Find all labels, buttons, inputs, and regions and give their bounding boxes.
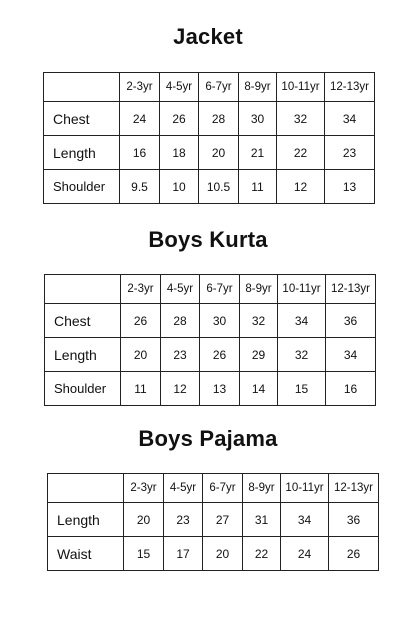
size-header: 6-7yr xyxy=(200,275,240,304)
table-cell: 13 xyxy=(200,372,240,406)
row-label: Length xyxy=(44,136,120,170)
table-cell: 20 xyxy=(124,503,164,537)
size-header: 10-11yr xyxy=(278,275,326,304)
table-cell: 11 xyxy=(121,372,161,406)
table-cell: 31 xyxy=(243,503,281,537)
table-cell: 12 xyxy=(277,170,325,204)
size-header: 12-13yr xyxy=(325,73,375,102)
table-cell: 17 xyxy=(164,537,203,571)
size-header: 10-11yr xyxy=(277,73,325,102)
row-label: Shoulder xyxy=(44,170,120,204)
size-header: 8-9yr xyxy=(239,73,277,102)
size-header: 2-3yr xyxy=(121,275,161,304)
table-cell: 27 xyxy=(203,503,243,537)
size-header: 2-3yr xyxy=(120,73,160,102)
table-cell: 36 xyxy=(326,304,376,338)
table-cell: 24 xyxy=(281,537,329,571)
table-cell: 34 xyxy=(326,338,376,372)
table-cell: 26 xyxy=(329,537,379,571)
table-cell: 10 xyxy=(160,170,199,204)
size-header: 8-9yr xyxy=(243,474,281,503)
header-corner-cell xyxy=(48,474,124,503)
table-row xyxy=(45,304,376,338)
table-cell: 23 xyxy=(164,503,203,537)
table-cell: 34 xyxy=(281,503,329,537)
table-cell: 23 xyxy=(325,136,375,170)
table-cell: 34 xyxy=(278,304,326,338)
table-cell: 16 xyxy=(326,372,376,406)
row-label: Length xyxy=(45,338,121,372)
table-cell: 23 xyxy=(161,338,200,372)
table-row xyxy=(44,170,375,204)
table-cell: 32 xyxy=(277,102,325,136)
size-header: 2-3yr xyxy=(124,474,164,503)
size-header: 6-7yr xyxy=(203,474,243,503)
jacket-title: Jacket xyxy=(173,24,243,49)
table-cell: 26 xyxy=(121,304,161,338)
table-cell: 20 xyxy=(121,338,161,372)
table-cell: 22 xyxy=(277,136,325,170)
table-header-row xyxy=(44,73,375,102)
row-label: Waist xyxy=(48,537,124,571)
table-cell: 21 xyxy=(239,136,277,170)
row-label: Shoulder xyxy=(45,372,121,406)
kurta-size-table xyxy=(44,274,376,406)
pajama-title: Boys Pajama xyxy=(138,426,278,451)
table-row xyxy=(48,503,379,537)
table-cell: 29 xyxy=(240,338,278,372)
table-cell: 12 xyxy=(161,372,200,406)
size-header: 10-11yr xyxy=(281,474,329,503)
size-header: 4-5yr xyxy=(160,73,199,102)
table-cell: 26 xyxy=(200,338,240,372)
size-header: 8-9yr xyxy=(240,275,278,304)
table-cell: 11 xyxy=(239,170,277,204)
kurta-title: Boys Kurta xyxy=(148,227,268,252)
table-header-row xyxy=(45,275,376,304)
table-cell: 9.5 xyxy=(120,170,160,204)
size-header: 4-5yr xyxy=(164,474,203,503)
table-cell: 34 xyxy=(325,102,375,136)
table-cell: 18 xyxy=(160,136,199,170)
table-cell: 20 xyxy=(203,537,243,571)
table-cell: 32 xyxy=(240,304,278,338)
table-cell: 36 xyxy=(329,503,379,537)
table-row xyxy=(48,537,379,571)
table-cell: 30 xyxy=(239,102,277,136)
table-cell: 32 xyxy=(278,338,326,372)
size-header: 4-5yr xyxy=(161,275,200,304)
table-header-row xyxy=(48,474,379,503)
size-header: 12-13yr xyxy=(326,275,376,304)
header-corner-cell xyxy=(44,73,120,102)
row-label: Length xyxy=(48,503,124,537)
table-cell: 14 xyxy=(240,372,278,406)
pajama-size-table xyxy=(47,473,379,571)
row-label: Chest xyxy=(45,304,121,338)
table-cell: 15 xyxy=(124,537,164,571)
table-cell: 30 xyxy=(200,304,240,338)
header-corner-cell xyxy=(45,275,121,304)
jacket-size-table xyxy=(43,72,375,204)
table-row xyxy=(45,338,376,372)
table-cell: 28 xyxy=(161,304,200,338)
size-header: 6-7yr xyxy=(199,73,239,102)
row-label: Chest xyxy=(44,102,120,136)
table-cell: 20 xyxy=(199,136,239,170)
table-row xyxy=(44,102,375,136)
table-row xyxy=(45,372,376,406)
table-row xyxy=(44,136,375,170)
table-cell: 28 xyxy=(199,102,239,136)
table-cell: 10.5 xyxy=(199,170,239,204)
table-cell: 13 xyxy=(325,170,375,204)
table-cell: 16 xyxy=(120,136,160,170)
table-cell: 22 xyxy=(243,537,281,571)
table-cell: 24 xyxy=(120,102,160,136)
table-cell: 15 xyxy=(278,372,326,406)
size-header: 12-13yr xyxy=(329,474,379,503)
table-cell: 26 xyxy=(160,102,199,136)
